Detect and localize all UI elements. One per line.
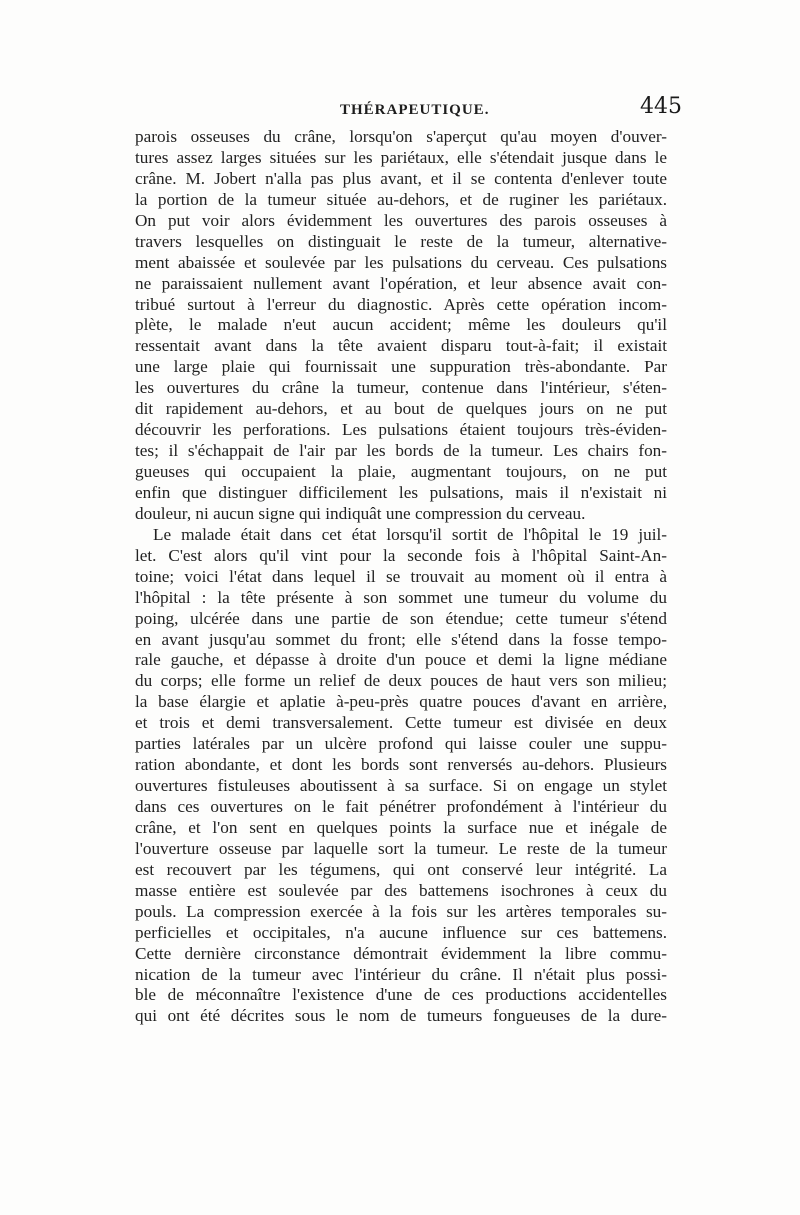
text-line: l'hôpital : la tête présente à son sommet une tumeur du volume du <box>135 587 667 607</box>
text-line: toine; voici l'état dans lequel il se trouvait au moment où il entra à <box>135 566 667 586</box>
text-line: travers lesquelles on distinguait le reste de la tumeur, alternative- <box>135 231 667 251</box>
text-line: est recouvert par les tégumens, qui ont conservé leur intégrité. La <box>135 859 667 879</box>
text-line: du corps; elle forme un relief de deux pouces de haut vers son milieu; <box>135 671 667 691</box>
text-line: ressentait avant dans la tête avaient disparu tout-à-fait; il existait <box>135 336 667 356</box>
text-line: perficielles et occipitales, n'a aucune influence sur ces battemens. <box>135 922 667 942</box>
text-line: découvrir les perforations. Les pulsations étaient toujours très-éviden- <box>135 420 667 440</box>
text-line: plète, le malade n'eut aucun accident; même les douleurs qu'il <box>135 315 667 335</box>
text-line: nication de la tumeur avec l'intérieur du crâne. Il n'était plus possi- <box>135 964 667 984</box>
text-line: let. C'est alors qu'il vint pour la seconde fois à l'hôpital Saint-An- <box>135 545 667 565</box>
text-line: Le malade était dans cet état lorsqu'il sortit de l'hôpital le 19 juil- <box>153 524 667 544</box>
text-line: qui ont été décrites sous le nom de tumeurs fongueuses de la dure- <box>135 1006 667 1026</box>
page-header <box>136 94 682 124</box>
body-text <box>135 127 667 1027</box>
text-line: une large plaie qui fournissait une suppuration très-abondante. Par <box>135 357 667 377</box>
text-line: douleur, ni aucun signe qui indiquât une compression du cerveau. <box>135 503 586 523</box>
text-line: dit rapidement au-dehors, et au bout de quelques jours on ne put <box>135 399 667 419</box>
text-line: crâne, et l'on sent en quelques points la surface nue et inégale de <box>135 817 667 837</box>
text-line: la portion de la tumeur située au-dehors, et de ruginer les pariétaux. <box>135 189 667 209</box>
text-line: rale gauche, et dépasse à droite d'un pouce et demi la ligne médiane <box>135 650 667 670</box>
text-line: la base élargie et aplatie à-peu-près quatre pouces d'avant en arrière, <box>135 692 667 712</box>
text-line: poing, ulcérée dans une partie de son étendue; cette tumeur s'étend <box>135 608 667 628</box>
text-line: et trois et demi transversalement. Cette tumeur est divisée en deux <box>135 713 667 733</box>
text-line: tures assez larges situées sur les pariétaux, elle s'étendait jusque dans le <box>135 147 667 167</box>
text-line: On put voir alors évidemment les ouvertures des parois osseuses à <box>135 210 667 230</box>
text-line: pouls. La compression exercée à la fois sur les artères temporales su- <box>135 901 667 921</box>
text-line: l'ouverture osseuse par laquelle sort la tumeur. Le reste de la tumeur <box>135 838 667 858</box>
text-line: enfin que distinguer difficilement les pulsations, mais il n'existait ni <box>135 482 667 502</box>
text-line: Cette dernière circonstance démontrait évidemment la libre commu- <box>135 943 667 963</box>
text-line: ouvertures fistuleuses aboutissent à sa surface. Si on engage un stylet <box>135 776 667 796</box>
running-title: THÉRAPEUTIQUE. <box>340 102 490 118</box>
text-line: en avant jusqu'au sommet du front; elle s'étend dans la fosse tempo- <box>135 629 667 649</box>
text-line: ne paraissaient nullement avant l'opération, et leur absence avait con- <box>135 273 667 293</box>
text-line: parois osseuses du crâne, lorsqu'on s'aperçut qu'au moyen d'ouver- <box>135 127 667 146</box>
text-line: ration abondante, et dont les bords sont renversés au-dehors. Plusieurs <box>135 755 667 775</box>
text-line: tes; il s'échappait de l'air par les bords de la tumeur. Les chairs fon- <box>135 441 667 461</box>
text-line: dans ces ouvertures on le fait pénétrer profondément à l'intérieur du <box>135 797 667 816</box>
text-line: crâne. M. Jobert n'alla pas plus avant, et il se contenta d'enlever toute <box>135 168 667 188</box>
text-line: gueuses qui occupaient la plaie, augmentant toujours, on ne put <box>135 462 667 481</box>
text-line: les ouvertures du crâne la tumeur, contenue dans l'intérieur, s'éten- <box>135 378 667 398</box>
text-line: ment abaissée et soulevée par les pulsations du cerveau. Ces pulsations <box>135 252 667 272</box>
text-line: masse entière est soulevée par des battemens isochrones à ceux du <box>135 880 667 900</box>
text-line: tribué surtout à l'erreur du diagnostic. Après cette opération incom- <box>135 294 667 314</box>
page-number: 445 <box>640 94 682 119</box>
text-line: parties latérales par un ulcère profond qui laisse couler une suppu- <box>135 734 667 754</box>
text-line: ble de méconnaître l'existence d'une de ces productions accidentelles <box>135 985 667 1005</box>
